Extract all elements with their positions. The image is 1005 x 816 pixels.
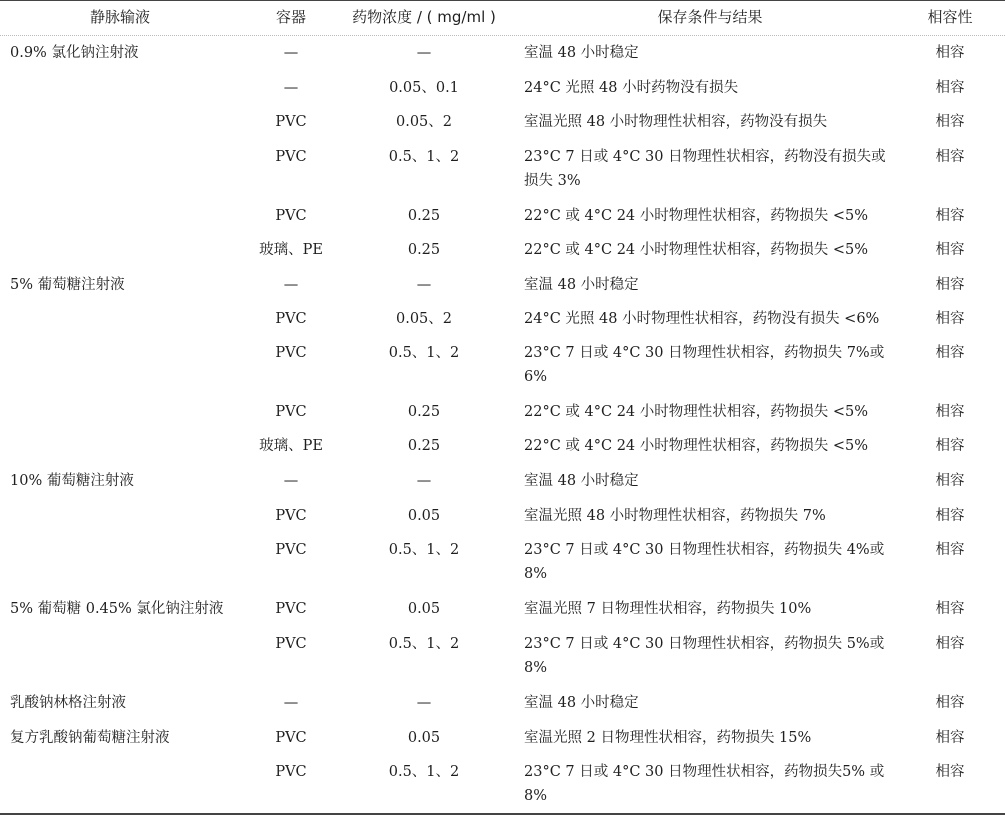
conditions-cell: 23°C 7 日或 4°C 30 日物理性状相容，药物没有损失或损失 3% <box>524 149 886 189</box>
fluid-cell: 10% 葡萄糖注射液 <box>10 473 134 489</box>
container-cell: PVC <box>275 149 307 165</box>
concentration-cell: 0.25 <box>407 438 441 454</box>
table-header <box>0 0 1005 36</box>
compatibility-cell: 相容 <box>935 114 965 130</box>
compatibility-cell: 相容 <box>935 208 965 224</box>
concentration-cell: 0.05 <box>407 730 441 746</box>
conditions-cell: 室温光照 2 日物理性状相容，药物损失 15% <box>524 730 812 746</box>
table-bottom-rule <box>0 813 1005 815</box>
compatibility-cell: 相容 <box>935 508 965 524</box>
concentration-cell: 0.05、2 <box>395 311 452 327</box>
container-cell: PVC <box>275 601 307 617</box>
concentration-cell: — <box>416 45 432 61</box>
fluid-cell: 乳酸钠林格注射液 <box>10 695 126 711</box>
container-cell: — <box>283 80 299 96</box>
compatibility-cell: 相容 <box>935 149 965 165</box>
concentration-cell: 0.05、0.1 <box>389 80 459 96</box>
compatibility-cell: 相容 <box>935 277 965 293</box>
header-concentration: 药物浓度 / ( mg/ml ) <box>352 8 496 26</box>
conditions-cell: 室温 48 小时稳定 <box>524 473 639 489</box>
compatibility-cell: 相容 <box>935 473 965 489</box>
container-cell: 玻璃、PE <box>259 438 323 454</box>
container-cell: PVC <box>275 208 307 224</box>
conditions-cell: 23°C 7 日或 4°C 30 日物理性状相容，药物损失 4%或 8% <box>524 542 885 582</box>
compatibility-cell: 相容 <box>935 242 965 258</box>
container-cell: PVC <box>275 764 307 780</box>
container-cell: — <box>283 277 299 293</box>
conditions-cell: 室温 48 小时稳定 <box>524 45 639 61</box>
compatibility-cell: 相容 <box>935 45 965 61</box>
concentration-cell: 0.25 <box>407 404 441 420</box>
container-cell: PVC <box>275 542 307 558</box>
concentration-cell: — <box>416 695 432 711</box>
fluid-cell: 5% 葡萄糖 0.45% 氯化钠注射液 <box>10 601 224 617</box>
container-cell: — <box>283 45 299 61</box>
container-cell: PVC <box>275 730 307 746</box>
conditions-cell: 室温光照 48 小时物理性状相容，药物没有损失 <box>524 114 828 130</box>
concentration-cell: 0.5、1、2 <box>388 542 460 558</box>
container-cell: — <box>283 473 299 489</box>
concentration-cell: 0.05 <box>407 601 441 617</box>
compatibility-cell: 相容 <box>935 438 965 454</box>
container-cell: PVC <box>275 636 307 652</box>
container-cell: PVC <box>275 345 307 361</box>
conditions-cell: 室温光照 48 小时物理性状相容，药物损失 7% <box>524 508 826 524</box>
conditions-cell: 22°C 或 4°C 24 小时物理性状相容，药物损失 <5% <box>524 404 869 420</box>
header-container: 容器 <box>275 8 306 26</box>
compatibility-cell: 相容 <box>935 404 965 420</box>
header-fluid: 静脉输液 <box>89 8 150 26</box>
conditions-cell: 室温光照 7 日物理性状相容，药物损失 10% <box>524 601 812 617</box>
conditions-cell: 23°C 7 日或 4°C 30 日物理性状相容，药物损失5% 或 8% <box>524 764 885 804</box>
compatibility-cell: 相容 <box>935 730 965 746</box>
compatibility-cell: 相容 <box>935 542 965 558</box>
conditions-cell: 22°C 或 4°C 24 小时物理性状相容，药物损失 <5% <box>524 208 869 224</box>
conditions-cell: 22°C 或 4°C 24 小时物理性状相容，药物损失 <5% <box>524 242 869 258</box>
compatibility-cell: 相容 <box>935 764 965 780</box>
compatibility-cell: 相容 <box>935 345 965 361</box>
concentration-cell: 0.25 <box>407 242 441 258</box>
concentration-cell: 0.05 <box>407 508 441 524</box>
conditions-cell: 室温 48 小时稳定 <box>524 277 639 293</box>
concentration-cell: 0.5、1、2 <box>388 345 460 361</box>
concentration-cell: — <box>416 277 432 293</box>
container-cell: PVC <box>275 114 307 130</box>
concentration-cell: 0.5、1、2 <box>388 149 460 165</box>
compatibility-cell: 相容 <box>935 601 965 617</box>
conditions-cell: 24°C 光照 48 小时药物没有损失 <box>524 80 739 96</box>
conditions-cell: 23°C 7 日或 4°C 30 日物理性状相容，药物损失 5%或 8% <box>524 636 885 676</box>
compatibility-cell: 相容 <box>935 695 965 711</box>
compatibility-cell: 相容 <box>935 311 965 327</box>
conditions-cell: 23°C 7 日或 4°C 30 日物理性状相容，药物损失 7%或 6% <box>524 345 885 385</box>
container-cell: 玻璃、PE <box>259 242 323 258</box>
container-cell: — <box>283 695 299 711</box>
compatibility-cell: 相容 <box>935 80 965 96</box>
fluid-cell: 0.9% 氯化钠注射液 <box>10 45 139 61</box>
header-conditions: 保存条件与结果 <box>657 8 763 26</box>
concentration-cell: 0.5、1、2 <box>388 636 460 652</box>
concentration-cell: — <box>416 473 432 489</box>
concentration-cell: 0.5、1、2 <box>388 764 460 780</box>
header-compatibility: 相容性 <box>927 8 973 26</box>
concentration-cell: 0.05、2 <box>395 114 452 130</box>
container-cell: PVC <box>275 311 307 327</box>
conditions-cell: 24°C 光照 48 小时物理性状相容，药物没有损失 <6% <box>524 311 880 327</box>
conditions-cell: 22°C 或 4°C 24 小时物理性状相容，药物损失 <5% <box>524 438 869 454</box>
fluid-cell: 复方乳酸钠葡萄糖注射液 <box>10 730 170 746</box>
container-cell: PVC <box>275 508 307 524</box>
container-cell: PVC <box>275 404 307 420</box>
fluid-cell: 5% 葡萄糖注射液 <box>10 277 125 293</box>
conditions-cell: 室温 48 小时稳定 <box>524 695 639 711</box>
concentration-cell: 0.25 <box>407 208 441 224</box>
compatibility-cell: 相容 <box>935 636 965 652</box>
